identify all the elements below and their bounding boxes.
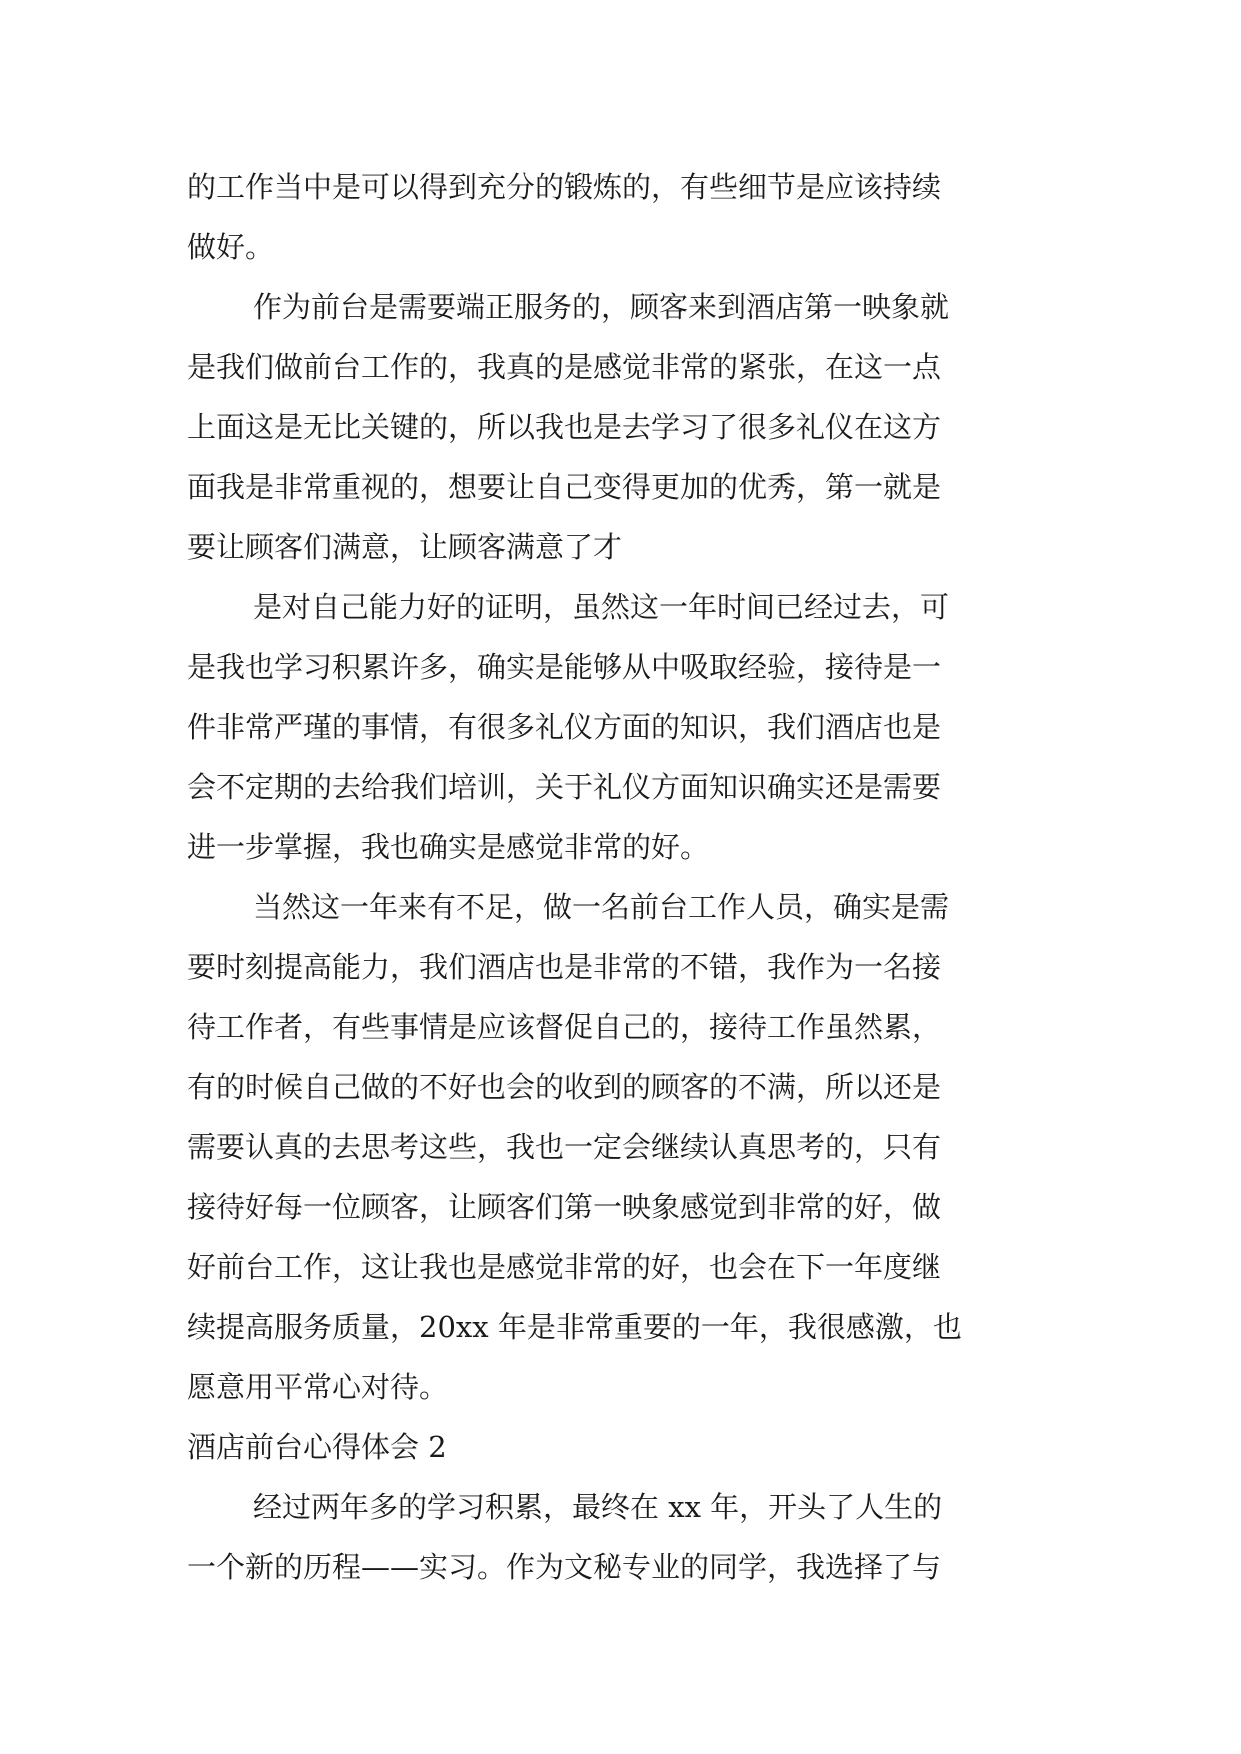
text-line: 是对自己能力好的证明，虽然这一年时间已经过去，可 — [253, 590, 950, 624]
text-line: 好前台工作，这让我也是感觉非常的好，也会在下一年度继 — [187, 1250, 942, 1284]
text-line: 进一步掌握，我也确实是感觉非常的好。 — [187, 830, 710, 864]
paragraph — [187, 577, 1067, 877]
text-line: 要时刻提高能力，我们酒店也是非常的不错，我作为一名接 — [187, 950, 942, 984]
text-line: 要让顾客们满意，让顾客满意了才 — [187, 530, 623, 564]
document-body — [187, 157, 1067, 1597]
paragraph — [187, 157, 1067, 277]
text-line: 的工作当中是可以得到充分的锻炼的，有些细节是应该持续 — [187, 170, 942, 204]
text-line: 续提高服务质量，20xx 年是非常重要的一年，我很感激，也 — [187, 1310, 962, 1344]
text-line: 经过两年多的学习积累，最终在 xx 年，开头了人生的 — [253, 1490, 943, 1524]
text-line: 上面这是无比关键的，所以我也是去学习了很多礼仪在这方 — [187, 410, 942, 444]
paragraph — [187, 277, 1067, 577]
text-line: 接待好每一位顾客，让顾客们第一映象感觉到非常的好，做 — [187, 1190, 942, 1224]
paragraph — [187, 1477, 1067, 1597]
text-line: 愿意用平常心对待。 — [187, 1370, 449, 1404]
text-line: 做好。 — [187, 230, 275, 264]
text-line: 会不定期的去给我们培训，关于礼仪方面知识确实还是需要 — [187, 770, 942, 804]
text-line: 是我也学习积累许多，确实是能够从中吸取经验，接待是一 — [187, 650, 942, 684]
text-line: 当然这一年来有不足，做一名前台工作人员，确实是需 — [253, 890, 950, 924]
text-line: 件非常严瑾的事情，有很多礼仪方面的知识，我们酒店也是 — [187, 710, 942, 744]
paragraph — [187, 877, 1067, 1417]
text-line: 有的时候自己做的不好也会的收到的顾客的不满，所以还是 — [187, 1070, 942, 1104]
text-line: 待工作者，有些事情是应该督促自己的，接待工作虽然累， — [187, 1010, 942, 1044]
section-heading: 酒店前台心得体会 2 — [187, 1430, 447, 1464]
text-line: 作为前台是需要端正服务的，顾客来到酒店第一映象就 — [253, 290, 950, 324]
text-line: 面我是非常重视的，想要让自己变得更加的优秀，第一就是 — [187, 470, 942, 504]
text-line: 是我们做前台工作的，我真的是感觉非常的紧张，在这一点 — [187, 350, 942, 384]
text-line: 一个新的历程——实习。作为文秘专业的同学，我选择了与 — [187, 1550, 942, 1584]
text-line: 需要认真的去思考这些，我也一定会继续认真思考的，只有 — [187, 1130, 942, 1164]
